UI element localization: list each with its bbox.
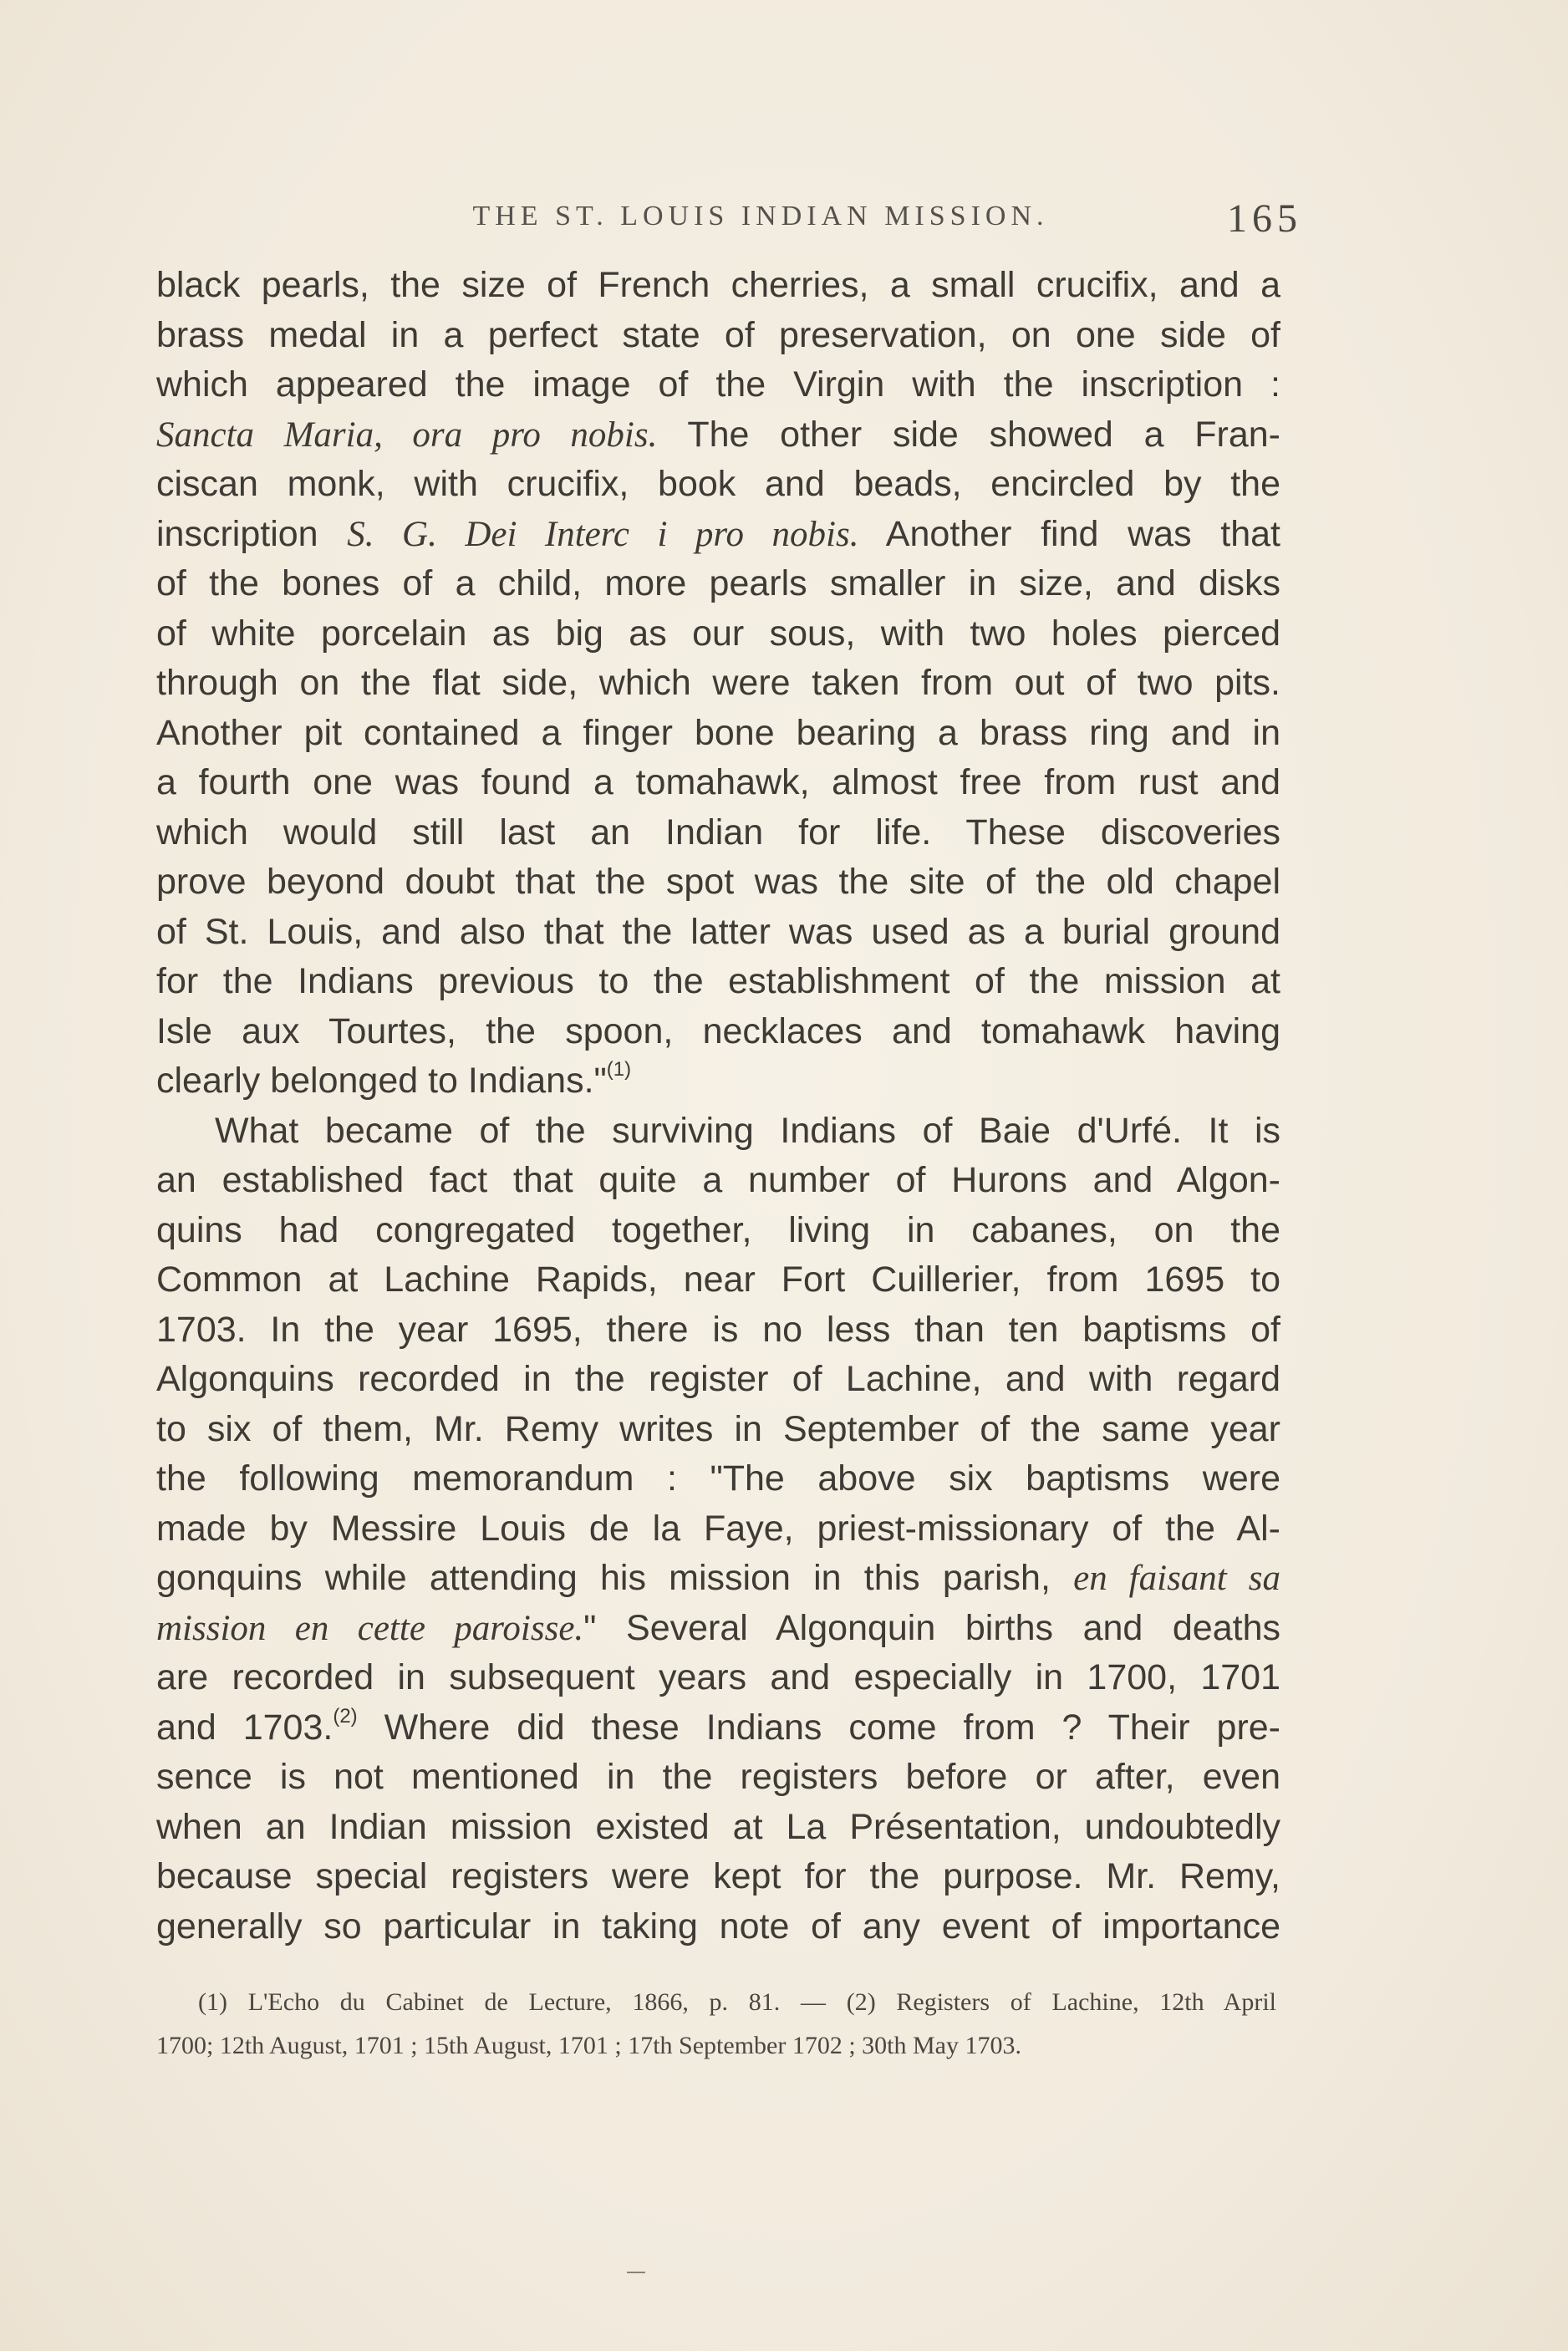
text-line: made by Messire Louis de la Faye, priest-missionary of the Al- <box>156 1508 1280 1549</box>
text-line: black pearls, the size of French cherries, a small crucifix, and a <box>156 265 1280 305</box>
body-text <box>156 261 1280 1952</box>
text-fragment: inscription <box>156 513 348 554</box>
running-title: THE ST. LOUIS INDIAN MISSION. <box>472 201 1049 232</box>
text-line <box>156 510 1280 560</box>
text-line: to six of them, Mr. Remy writes in September of the same year <box>156 1408 1280 1449</box>
text-line: through on the flat side, which were taken from out of two pits. <box>156 663 1280 703</box>
text-line: are recorded in subsequent years and especially in 1700, 1701 <box>156 1657 1280 1697</box>
text-line <box>156 1056 1280 1107</box>
text-line: Isle aux Tourtes, the spoon, necklaces and tomahawk having <box>156 1010 1280 1051</box>
text-fragment: and 1703. <box>156 1707 333 1748</box>
text-line: of white porcelain as big as our sous, with two holes pierced <box>156 613 1280 654</box>
text-line <box>156 1554 1280 1604</box>
text-line: Algonquins recorded in the register of Lachine, and with regard <box>156 1359 1280 1399</box>
latin-inscription: Sancta Maria, ora pro nobis. <box>156 415 658 455</box>
footnote-ref-1: (1) <box>606 1058 632 1081</box>
printer-mark <box>627 2272 645 2273</box>
paragraph-2 <box>156 1107 1280 1952</box>
text-line: because special registers were kept for the purpose. Mr. Remy, <box>156 1856 1280 1896</box>
text-fragment: gonquins while attending his mission in this parish, <box>156 1558 1074 1598</box>
text-line: Another pit contained a finger bone bearing a brass ring and in <box>156 712 1280 753</box>
text-line <box>156 1604 1280 1654</box>
text-fragment: " Several Algonquin births and deaths <box>583 1607 1280 1648</box>
text-line: a fourth one was found a tomahawk, almost free from rust and <box>156 762 1280 802</box>
text-line: of the bones of a child, more pearls smaller in size, and disks <box>156 563 1280 603</box>
footnote-ref-2: (2) <box>333 1704 358 1728</box>
text-line <box>156 410 1280 461</box>
text-line: which appeared the image of the Virgin with the inscription : <box>156 364 1280 405</box>
text-line: What became of the surviving Indians of Baie d'Urfé. It is <box>215 1110 1280 1151</box>
text-fragment: Another find was that <box>858 513 1281 554</box>
text-line: prove beyond doubt that the spot was the site of the old chapel <box>156 862 1280 902</box>
text-line: brass medal in a perfect state of preservation, on one side of <box>156 314 1280 355</box>
paragraph-1 <box>156 261 1280 1107</box>
footnote-line: (1) L'Echo du Cabinet de Lecture, 1866, p. 81. — (2) Registers of Lachine, 12th April <box>198 1988 1276 2016</box>
text-line: Common at Lachine Rapids, near Fort Cuillerier, from 1695 to <box>156 1259 1280 1300</box>
french-quote: mission en cette paroisse. <box>156 1608 584 1648</box>
text-line <box>156 1703 1280 1753</box>
footnote-line: 1700; 12th August, 1701 ; 15th August, 1701 ; 17th September 1702 ; 30th May 1703. <box>156 2032 1021 2059</box>
text-fragment: Where did these Indians come from ? Their pre- <box>357 1707 1281 1748</box>
text-line: 1703. In the year 1695, there is no less than ten baptisms of <box>156 1309 1280 1350</box>
text-line: sence is not mentioned in the registers before or after, even <box>156 1757 1280 1797</box>
text-fragment: The other side showed a Fran- <box>657 414 1280 455</box>
text-line: of St. Louis, and also that the latter was used as a burial ground <box>156 911 1280 952</box>
text-line: which would still last an Indian for life. These discoveries <box>156 812 1280 852</box>
french-quote: en faisant sa <box>1073 1559 1280 1598</box>
text-line: ciscan monk, with crucifix, book and beads, encircled by the <box>156 464 1280 504</box>
text-line: the following memorandum : "The above six baptisms were <box>156 1458 1280 1499</box>
text-line: when an Indian mission existed at La Présentation, undoubtedly <box>156 1806 1280 1847</box>
page-number: 165 <box>1227 196 1302 241</box>
latin-inscription: S. G. Dei Interc i pro nobis. <box>347 514 859 554</box>
text-line: quins had congregated together, living in cabanes, on the <box>156 1209 1280 1250</box>
text-line: generally so particular in taking note of any event of importance <box>156 1906 1280 1946</box>
footnotes <box>156 1981 1276 2068</box>
text-line: for the Indians previous to the establishment of the mission at <box>156 961 1280 1001</box>
text-fragment: clearly belonged to Indians." <box>156 1061 607 1101</box>
text-line: an established fact that quite a number of Hurons and Algon- <box>156 1160 1280 1200</box>
